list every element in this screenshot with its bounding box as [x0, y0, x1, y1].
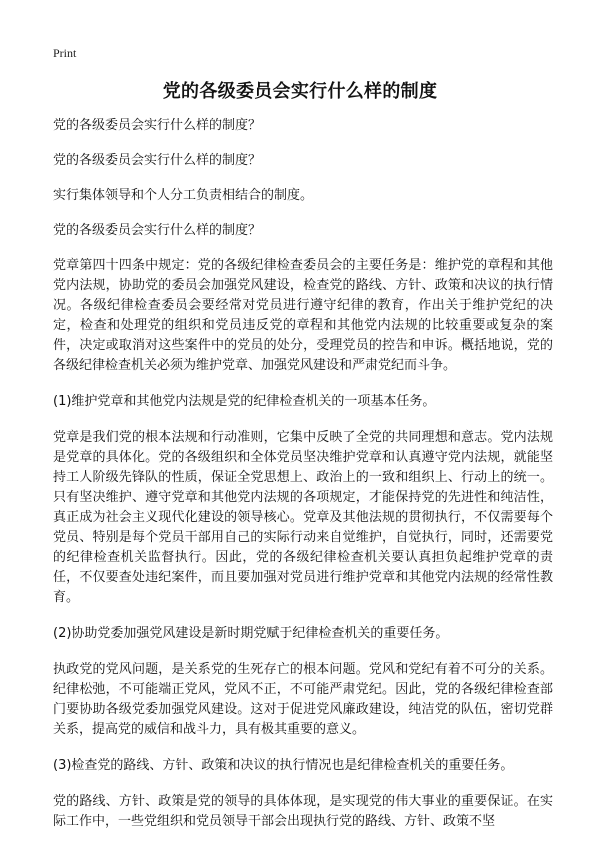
paragraph-point-2-body: 执政党的党风问题，是关系党的生死存亡的根本问题。党风和党纪有着不可分的关系。纪律松弛，不可能端正党风，党风不正，不可能严肃党纪。因此，党的各级纪律检查部门要协助各级党委加强党风建设。这对于促进党风廉政建设，纯洁党的队伍，密切党群关系，提高党的威信和战斗力，具有极其重要的意义。 [53, 662, 553, 737]
paragraph-point-1-body: 党章是我们党的根本法规和行动准则，它集中反映了全党的共同理想和意志。党内法规是党章的具体化。党的各级组织和全体党员坚决维护党章和认真遵守党内法规，就能坚持工人阶级先锋队的性质，保证全党思想上、政治上的一致和组织上、行动上的统一。只有坚决维护、遵守党章和其他党内法规的各项规定，才能保持党的先进性和纯洁性，真正成为社会主义现代化建设的领导核心。党章及其他法规的贯彻执行，不仅需要每个党员、特别是每个党员干部用自己的实际行动来自觉维护，自觉执行，同时，还需要党的纪律检查机关监督执行。因此，党的各级纪律检查机关要认真担负起维护党章的责任，不仅要查处违纪案件，而且要加强对党员进行维护党章和其他党内法规的经常性教育。 [53, 430, 553, 605]
paragraph-point-1-heading: (1)维护党章和其他党内法规是党的纪律检查机关的一项基本任务。 [53, 394, 436, 409]
paragraph-answer: 实行集体领导和个人分工负责相结合的制度。 [53, 188, 314, 203]
paragraph-point-3-body: 党的路线、方针、政策是党的领导的具体体现，是实现党的伟大事业的重要保证。在实际工作中，一些党组织和党员领导干部会出现执行党的路线、方针、政策不坚 [53, 794, 553, 829]
print-link[interactable]: Print [53, 46, 77, 60]
page-title: 党的各级委员会实行什么样的制度 [162, 81, 438, 102]
article-body [53, 116, 553, 848]
paragraph-point-3-heading: (3)检查党的路线、方针、政策和决议的执行情况也是纪律检查机关的重要任务。 [53, 758, 514, 773]
paragraph-question-1: 党的各级委员会实行什么样的制度？ [53, 118, 262, 133]
paragraph-article-44: 党章第四十四条中规定：党的各级纪律检查委员会的主要任务是：维护党的章程和其他党内法规，协助党的委员会加强党风建设，检查党的路线、方针、政策和决议的执行情况。各级纪律检查委员会要经常对党员进行遵守纪律的教育，作出关于维护党纪的决定，检查和处理党的组织和党员违反党的章程和其他党内法规的比较重要或复杂的案件，决定或取消对这些案件中的党员的处分，受理党员的控告和申诉。概括地说，党的各级纪律检查机关必须为维护党章、加强党风建设和严肃党纪而斗争。 [53, 258, 553, 373]
paragraph-question-2: 党的各级委员会实行什么样的制度？ [53, 153, 262, 168]
paragraph-point-2-heading: (2)协助党委加强党风建设是新时期党赋于纪律检查机关的重要任务。 [53, 626, 449, 641]
paragraph-question-3: 党的各级委员会实行什么样的制度？ [53, 223, 262, 238]
